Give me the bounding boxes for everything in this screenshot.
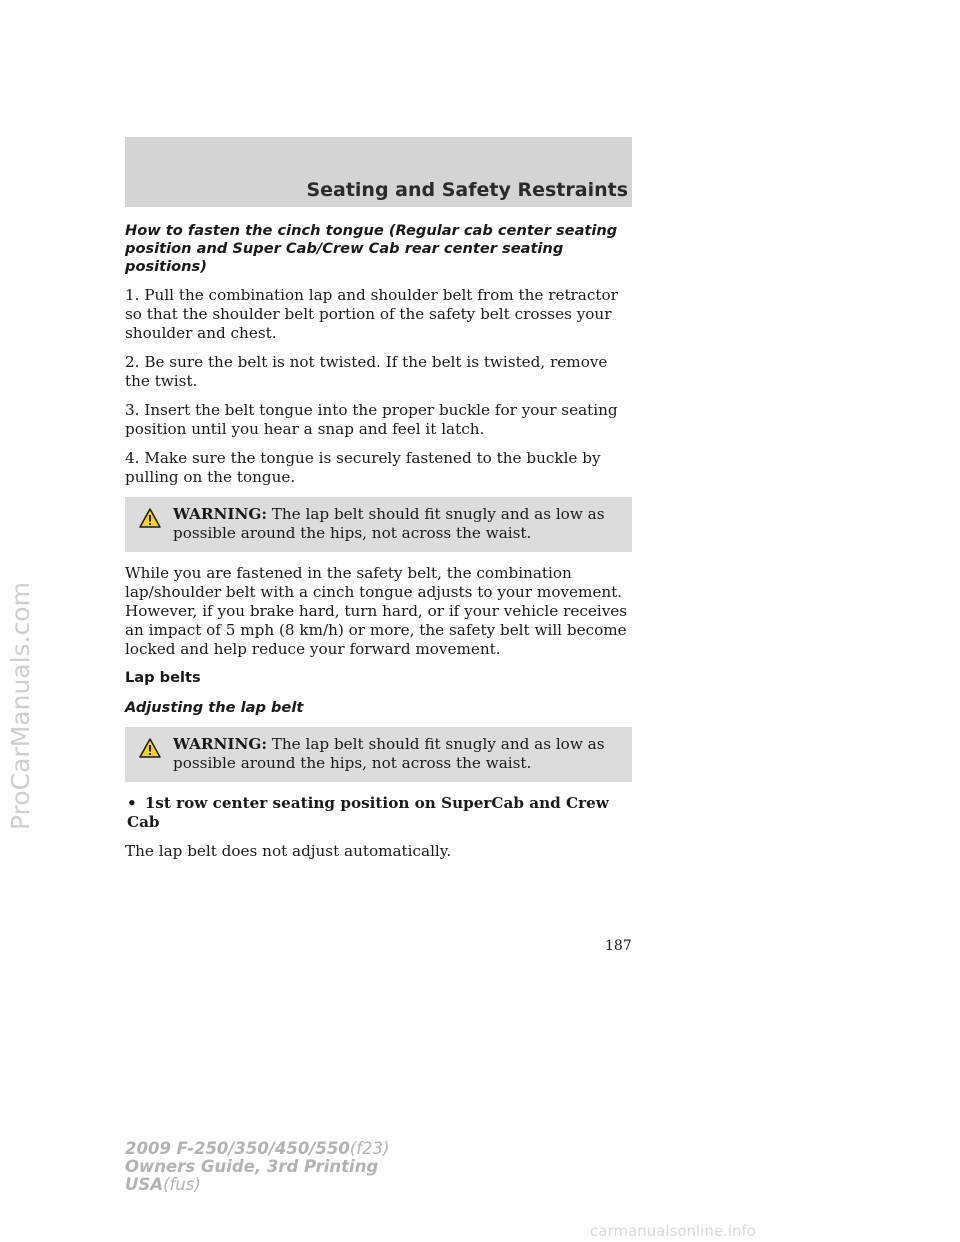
warning-text: The lap belt should fit snugly and as low as possible around the hips, not across the waist. — [173, 505, 605, 542]
footer-guide: Owners Guide, 3rd Printing — [125, 1157, 379, 1176]
cinch-paragraph: While you are fastened in the safety belt, the combination lap/shoulder belt with a cinch tongue adjusts to your movement. However, if you brake hard, turn hard, or if your vehicle receives an impact of 5 mph (8 km/h) or more, the safety belt will become locked and help reduce your forward movement. — [125, 564, 628, 658]
step-3: 3. Insert the belt tongue into the proper buckle for your seating position until you hear a snap and feel it latch. — [125, 401, 618, 438]
warning-triangle-icon — [139, 508, 161, 528]
bullet-text: 1st row center seating position on SuperCab and Crew Cab — [127, 794, 609, 831]
warning-label: WARNING: — [173, 735, 267, 753]
section-title: Seating and Safety Restraints — [306, 179, 628, 201]
section-header — [125, 137, 632, 207]
step-1: 1. Pull the combination lap and shoulder belt from the retractor so that the shoulder belt portion of the safety belt crosses your shoulder and chest. — [125, 286, 618, 342]
footer-market-code: (fus) — [163, 1175, 201, 1194]
footer — [125, 1140, 390, 1194]
lap-belts-heading: Lap belts — [125, 669, 201, 686]
warning-box-1 — [125, 497, 632, 552]
warning-label: WARNING: — [173, 505, 267, 523]
step-4: 4. Make sure the tongue is securely fastened to the buckle by pulling on the tongue. — [125, 449, 601, 486]
footer-market: USA — [125, 1175, 164, 1194]
footer-model: 2009 F-250/350/450/550 — [125, 1139, 350, 1158]
warning-triangle-icon — [139, 738, 161, 758]
lap-belt-paragraph: The lap belt does not adjust automatically. — [125, 842, 452, 860]
bullet-item: • 1st row center seating position on SuperCab and Crew Cab — [127, 794, 609, 831]
side-watermark: ProCarManuals.com — [6, 582, 35, 830]
step-2: 2. Be sure the belt is not twisted. If the belt is twisted, remove the twist. — [125, 353, 608, 390]
bottom-watermark: carmanualsonline.info — [590, 1222, 756, 1240]
warning-text: The lap belt should fit snugly and as low as possible around the hips, not across the waist. — [173, 735, 605, 772]
page-content — [125, 222, 632, 871]
cinch-tongue-heading: How to fasten the cinch tongue (Regular cab center seating position and Super Cab/Crew Cab rear center seating positions) — [125, 222, 618, 275]
page-number: 187 — [605, 938, 632, 954]
footer-model-code: (f23) — [349, 1139, 390, 1158]
adjusting-lap-belt-heading: Adjusting the lap belt — [125, 699, 304, 716]
warning-box-2 — [125, 727, 632, 782]
